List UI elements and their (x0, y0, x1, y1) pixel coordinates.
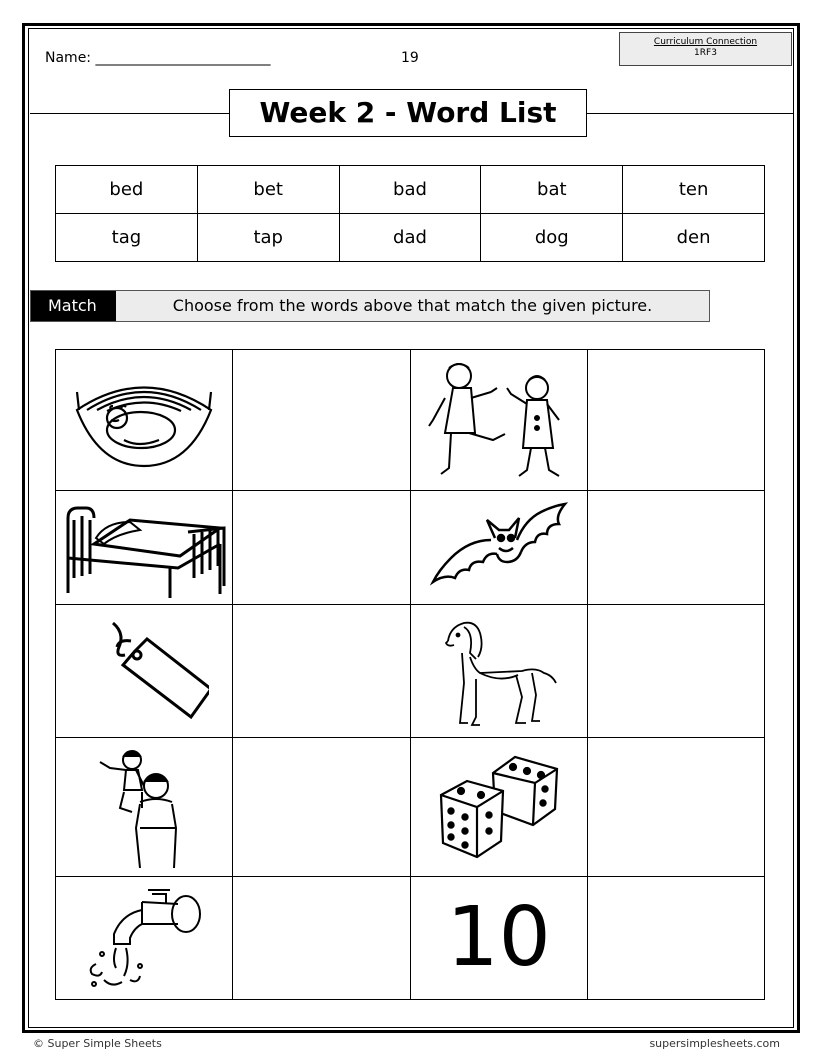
word-cell: ten (623, 166, 765, 214)
word-cell: bed (56, 166, 198, 214)
bed-picture (60, 498, 228, 598)
answer-cell[interactable] (233, 876, 410, 999)
answer-cell[interactable] (587, 491, 764, 605)
word-cell: bet (197, 166, 339, 214)
word-cell: bad (339, 166, 481, 214)
word-cell: tap (197, 214, 339, 262)
word-row (56, 214, 765, 262)
answer-cell[interactable] (587, 605, 764, 737)
picture-cell (56, 737, 233, 876)
page-number: 19 (401, 50, 419, 66)
bat-picture (429, 500, 569, 596)
name-field-label: Name: _________________________ (45, 50, 271, 66)
word-cell: dog (481, 214, 623, 262)
word-cell: den (623, 214, 765, 262)
dice-picture (437, 753, 561, 861)
picture-cell (410, 491, 587, 605)
picture-cell (410, 605, 587, 737)
dad-picture (96, 746, 192, 868)
word-cell: tag (56, 214, 198, 262)
curriculum-title: Curriculum Connection (653, 37, 758, 47)
picture-cell (56, 876, 233, 999)
picture-row (56, 350, 765, 491)
picture-row (56, 876, 765, 999)
answer-cell[interactable] (587, 876, 764, 999)
title-rule-left (30, 113, 229, 114)
answer-cell[interactable] (587, 350, 764, 491)
footer-copyright: © Super Simple Sheets (33, 1037, 162, 1050)
dog-picture (440, 613, 558, 729)
picture-cell (410, 876, 587, 999)
bet-picture (419, 358, 579, 482)
word-row (56, 166, 765, 214)
picture-match-grid (55, 349, 765, 1000)
picture-cell (56, 491, 233, 605)
title-rule-right (587, 113, 793, 114)
den-picture (69, 370, 219, 470)
answer-cell[interactable] (233, 737, 410, 876)
word-cell: dad (339, 214, 481, 262)
match-label: Match (31, 291, 116, 321)
picture-cell (410, 737, 587, 876)
answer-cell[interactable] (233, 605, 410, 737)
answer-cell[interactable] (233, 491, 410, 605)
picture-row (56, 737, 765, 876)
answer-cell[interactable] (233, 350, 410, 491)
number-ten: 10 (446, 889, 551, 985)
picture-cell (410, 350, 587, 491)
picture-row (56, 491, 765, 605)
match-instruction: Choose from the words above that match the given picture. (172, 296, 653, 315)
word-cell: bat (481, 166, 623, 214)
curriculum-code: 1RF3 (694, 48, 717, 58)
picture-cell (56, 605, 233, 737)
picture-cell (56, 350, 233, 491)
word-list-table (55, 165, 765, 262)
picture-row (56, 605, 765, 737)
curriculum-box (619, 32, 792, 66)
tag-picture (79, 617, 209, 725)
tap-picture (82, 884, 206, 992)
answer-cell[interactable] (587, 737, 764, 876)
match-instruction-bar (30, 290, 710, 322)
footer-website: supersimplesheets.com (649, 1037, 780, 1050)
page-title: Week 2 - Word List (229, 89, 587, 137)
